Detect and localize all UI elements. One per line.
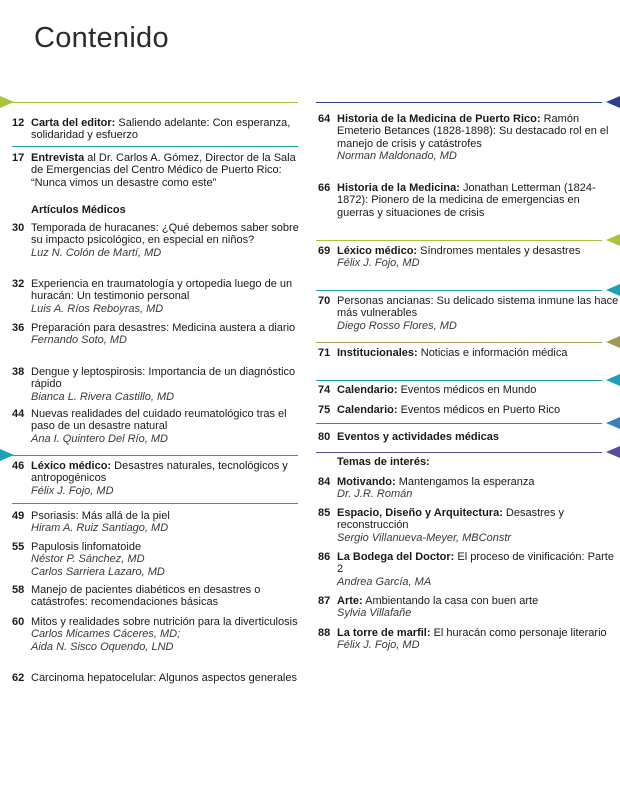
separator-line	[12, 102, 298, 103]
entry-author: Dr. J.R. Román	[337, 488, 413, 501]
page-number: 66	[318, 182, 331, 194]
entry-author: Ana I. Quintero Del Río, MD	[31, 432, 168, 445]
entry-title: Carcinoma hepatocelular: Algunos aspectos generales	[31, 672, 297, 684]
color-tab-marker	[0, 449, 14, 461]
entry-body	[31, 278, 299, 315]
entry-body	[31, 510, 299, 535]
entry-author: Félix J. Fojo, MD	[337, 257, 420, 270]
entry-title: Preparación para desastres: Medicina austera a diario	[31, 322, 296, 334]
entry-section: Calendario:	[337, 384, 398, 396]
color-tab-marker	[0, 96, 14, 108]
separator-line	[316, 452, 602, 453]
entry-body	[337, 182, 619, 219]
entry-body	[337, 627, 619, 652]
entry-body	[31, 541, 299, 578]
entry-section: Léxico médico:	[31, 460, 112, 472]
separator-line	[316, 102, 602, 103]
separator-line	[316, 240, 602, 241]
page-number: 69	[318, 245, 331, 257]
page-number: 60	[12, 616, 25, 628]
entry-section: Calendario:	[337, 404, 398, 416]
entry-title: Mitos y realidades sobre nutrición para la diverticulosis	[31, 616, 298, 628]
entry-title: Ambientando la casa con buen arte	[365, 595, 539, 607]
entry-body	[31, 584, 299, 609]
entry-author: Fernando Soto, MD	[31, 334, 127, 347]
entry-author: Aida N. Sisco Oquendo, LND	[31, 640, 174, 653]
entry-author: Andrea García, MA	[337, 575, 432, 588]
entry-title: El huracán como personaje literario	[433, 627, 607, 639]
entry-body	[337, 551, 619, 588]
entry-title: Manejo de pacientes diabéticos en desastres o catástrofes: recomendaciones básicas	[31, 584, 261, 609]
entry-body	[337, 245, 619, 270]
separator-line	[316, 290, 602, 291]
entry-body	[337, 347, 619, 359]
page-number: 44	[12, 408, 25, 420]
color-tab-marker	[606, 374, 620, 386]
page-number: 80	[318, 431, 331, 443]
page-number: 64	[318, 113, 331, 125]
entry-title: Noticias e información médica	[420, 347, 568, 359]
page-title: Contenido	[34, 22, 169, 54]
entry-section: La Bodega del Doctor:	[337, 551, 455, 563]
page-number: 88	[318, 627, 331, 639]
entry-section: Arte:	[337, 595, 363, 607]
entry-title: Nuevas realidades del cuidado reumatológico tras el paso de un desastre natural	[31, 408, 287, 433]
entry-title: Desastres naturales, tecnológicos y antropogénicos	[31, 460, 288, 485]
page-number: 49	[12, 510, 25, 522]
entry-section: Espacio, Diseño y Arquitectura:	[337, 507, 503, 519]
separator-line	[12, 455, 298, 456]
entry-section: Léxico médico:	[337, 245, 418, 257]
entry-author: Sylvia Villafañe	[337, 607, 412, 620]
section-heading: Temas de interés:	[337, 456, 430, 468]
page-number: 75	[318, 404, 331, 416]
entry-title: Eventos médicos en Puerto Rico	[400, 404, 561, 416]
page-number: 87	[318, 595, 331, 607]
entry-title: Saliendo adelante: Con esperanza, solidaridad y esfuerzo	[31, 117, 291, 142]
entry-title: Experiencia en traumatología y ortopedia luego de un huracán: Un testimonio personal	[31, 278, 293, 303]
page-number: 62	[12, 672, 25, 684]
entry-body	[337, 476, 619, 501]
entry-author: Carlos Sarriera Lazaro, MD	[31, 565, 165, 578]
color-tab-marker	[606, 284, 620, 296]
entry-title: Temporada de huracanes: ¿Qué debemos saber sobre su impacto psicológico, en especial en niños?	[31, 222, 299, 247]
entry-title: al Dr. Carlos A. Gómez, Director de la Sala de Emergencias del Centro Médico de Puerto Rico: “Nunca vimos un desastre como este”	[31, 152, 296, 189]
page-number: 86	[318, 551, 331, 563]
color-tab-marker	[606, 96, 620, 108]
entry-title: Personas ancianas: Su delicado sistema inmune las hace más vulnerables	[337, 295, 619, 320]
entry-body	[337, 384, 619, 396]
entry-body	[31, 117, 299, 142]
entry-author: Hiram A. Ruiz Santiago, MD	[31, 522, 169, 535]
separator-line	[316, 423, 602, 424]
entry-section: Motivando:	[337, 476, 396, 488]
entry-body	[337, 507, 619, 544]
entry-author: Luz N. Colón de Martí, MD	[31, 246, 162, 259]
page-number: 12	[12, 117, 25, 129]
color-tab-marker	[606, 234, 620, 246]
entry-body	[31, 322, 299, 347]
entry-title: Mantengamos la esperanza	[398, 476, 535, 488]
entry-section: Historia de la Medicina:	[337, 182, 460, 194]
separator-line	[316, 342, 602, 343]
color-tab-marker	[606, 446, 620, 458]
page-number: 70	[318, 295, 331, 307]
entry-body	[31, 408, 299, 445]
entry-author: Félix J. Fojo, MD	[31, 484, 114, 497]
page-number: 74	[318, 384, 331, 396]
entry-body	[337, 431, 619, 443]
page-number: 32	[12, 278, 25, 290]
page-number: 55	[12, 541, 25, 553]
entry-title: Eventos médicos en Mundo	[400, 384, 537, 396]
entry-title: Dengue y leptospirosis: Importancia de un diagnóstico rápido	[31, 366, 296, 391]
page-number: 30	[12, 222, 25, 234]
page-number: 71	[318, 347, 331, 359]
entry-body	[31, 152, 299, 189]
entry-body	[31, 222, 299, 259]
entry-section: Eventos y actividades médicas	[337, 431, 500, 443]
entry-title: Jonathan Letterman (1824-1872): Pionero de la medicina de emergencias en guerras y situaciones de crisis	[337, 182, 596, 219]
entry-section: Carta del editor:	[31, 117, 116, 129]
color-tab-marker	[606, 417, 620, 429]
entry-body	[337, 595, 619, 620]
page-number: 38	[12, 366, 25, 378]
entry-author: Luis A. Ríos Reboyras, MD	[31, 302, 164, 315]
entry-author: Sergio Villanueva-Meyer, MBConstr	[337, 531, 512, 544]
entry-body	[337, 295, 619, 332]
page-number: 58	[12, 584, 25, 596]
entry-title: Síndromes mentales y desastres	[420, 245, 581, 257]
entry-body	[337, 404, 619, 416]
separator-line	[316, 380, 602, 381]
entry-title: Papulosis linfomatoide	[31, 541, 142, 553]
entry-author: Néstor P. Sánchez, MD	[31, 553, 145, 566]
page-number: 17	[12, 152, 25, 164]
page-number: 46	[12, 460, 25, 472]
entry-title: Ramón Emeterio Betances (1828-1898): Su destacado rol en el manejo de crisis y catástrofes	[337, 113, 609, 150]
entry-body	[337, 113, 619, 162]
entry-section: Entrevista	[31, 152, 85, 164]
entry-author: Norman Maldonado, MD	[337, 149, 457, 162]
entry-author: Diego Rosso Flores, MD	[337, 319, 457, 332]
separator-line	[12, 503, 298, 504]
section-heading: Artículos Médicos	[31, 204, 126, 216]
entry-author: Félix J. Fojo, MD	[337, 639, 420, 652]
entry-author: Carlos Micames Cáceres, MD;	[31, 628, 181, 641]
entry-title: El proceso de vinificación: Parte 2	[337, 551, 614, 576]
page-number: 36	[12, 322, 25, 334]
entry-body	[31, 460, 299, 497]
entry-title: Psoriasis: Más allá de la piel	[31, 510, 170, 522]
entry-section: Institucionales:	[337, 347, 418, 359]
entry-title: Desastres y reconstrucción	[337, 507, 564, 532]
entry-author: Bianca L. Rivera Castillo, MD	[31, 390, 175, 403]
page-number: 85	[318, 507, 331, 519]
page-number: 84	[318, 476, 331, 488]
entry-body	[31, 616, 299, 653]
entry-body	[31, 672, 299, 684]
entry-body	[31, 366, 299, 403]
entry-section: La torre de marfil:	[337, 627, 431, 639]
entry-section: Historia de la Medicina de Puerto Rico:	[337, 113, 541, 125]
separator-line	[12, 146, 298, 147]
color-tab-marker	[606, 336, 620, 348]
